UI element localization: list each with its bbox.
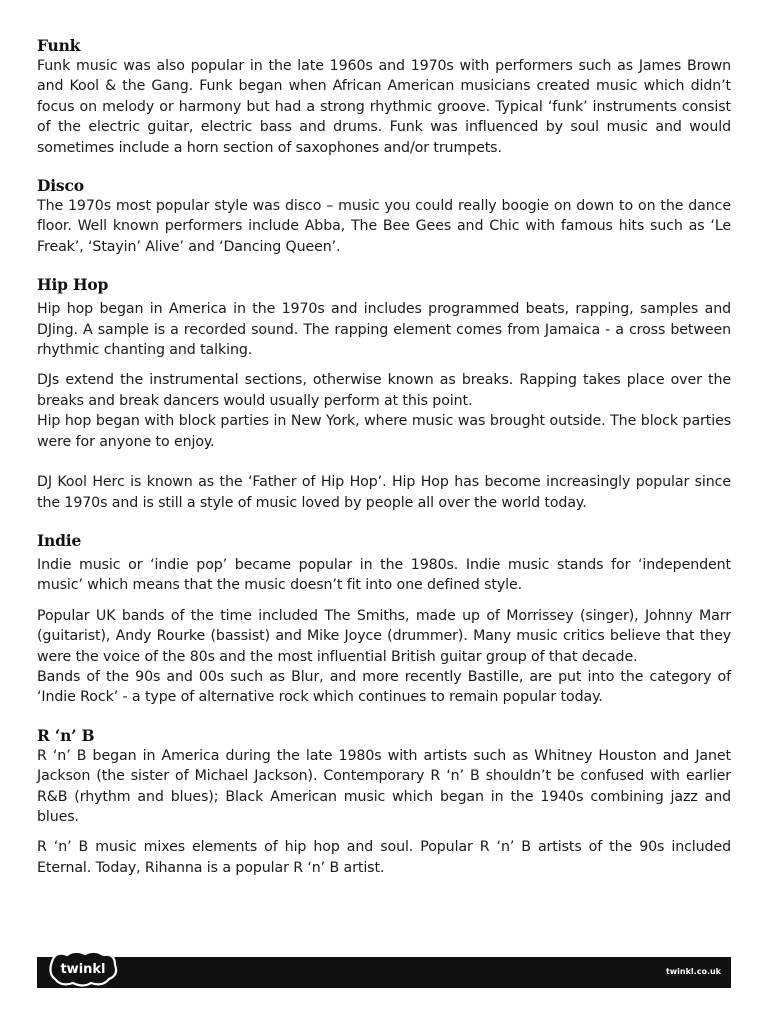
section-hip-hop (37, 275, 731, 513)
heading-rnb: R ‘n’ B (37, 725, 95, 745)
hip-hop-paragraph-1: Hip hop began in America in the 1970s and includes programmed beats, rapping, samples and DJing. A sample is a recorded sound. The rapping element comes from Jamaica - a cross between rhythmic chanting and talking. (37, 301, 731, 359)
disco-paragraph-1: The 1970s most popular style was disco – music you could really boogie on down to on the dance floor. Well known performers include Abba, The Bee Gees and Chic with famous hits such as ‘Le Freak’, ‘Stayin’ Alive’ and ‘Dancing Queen’. (37, 198, 731, 255)
footer-url[interactable]: twinkl.co.uk (665, 967, 721, 976)
section-funk (37, 36, 731, 158)
footer-bar (37, 957, 731, 988)
hip-hop-paragraph-3: Hip hop began with block parties in New York, where music was brought outside. The block parties were for anyone to enjoy. (37, 413, 731, 450)
indie-paragraph-3: Bands of the 90s and 00s such as Blur, and more recently Bastille, are put into the category of ‘Indie Rock’ - a type of alternative rock which continues to remain popular today. (37, 668, 731, 706)
heading-disco: Disco (37, 176, 84, 196)
section-disco (37, 176, 731, 257)
twinkl-logo (47, 949, 119, 987)
indie-paragraph-1: Indie music or ‘indie pop’ became popular in the 1980s. Indie music stands for ‘independent music’ which means that the music doesn’t fit into one defined style. (37, 556, 731, 594)
section-rnb (37, 726, 731, 878)
heading-indie: Indie (37, 530, 82, 550)
hip-hop-paragraph-2: DJs extend the instrumental sections, otherwise known as breaks. Rapping takes place over the breaks and break dancers would usually perform at this point. (37, 372, 731, 409)
indie-paragraph-2: Popular UK bands of the time included The Smiths, made up of Morrissey (singer), Johnny Marr (guitarist), Andy Rourke (bassist) and Mike Joyce (drummer). Many music critics believe that they were the voice of the 80s and the most influential British guitar group of that decade. (37, 607, 731, 665)
heading-funk: Funk (37, 36, 81, 55)
rnb-paragraph-1: R ‘n’ B began in America during the late 1980s with artists such as Whitney Houston and Janet Jackson (the sister of Michael Jackson). Contemporary R ‘n’ B shouldn’t be confused with earlier R&B (rhythm and blues); Black American music which began in the 1940s combining jazz and blues. (37, 747, 731, 825)
hip-hop-paragraph-4: DJ Kool Herc is known as the ‘Father of Hip Hop’. Hip Hop has become increasingly popular since the 1970s and is still a style of music loved by people all over the world today. (37, 474, 731, 511)
section-indie (37, 531, 731, 708)
funk-paragraph-1: Funk music was also popular in the late 1960s and 1970s with performers such as James Brown and Kool & the Gang. Funk began when African American musicians created music which didn’t focus on melody or harmony but had a strong rhythmic groove. Typical ‘funk’ instruments consist of the electric guitar, electric bass and drums. Funk was influenced by soul music and would sometimes include a horn section of saxophones and/or trumpets. (37, 58, 731, 156)
heading-hip-hop: Hip Hop (37, 275, 109, 295)
twinkl-logo-text: twinkl (60, 962, 106, 977)
document-page (37, 36, 731, 878)
rnb-paragraph-2: R ‘n’ B music mixes elements of hip hop and soul. Popular R ‘n’ B artists of the 90s included Eternal. Today, Rihanna is a popular R ‘n’ B artist. (37, 839, 731, 876)
